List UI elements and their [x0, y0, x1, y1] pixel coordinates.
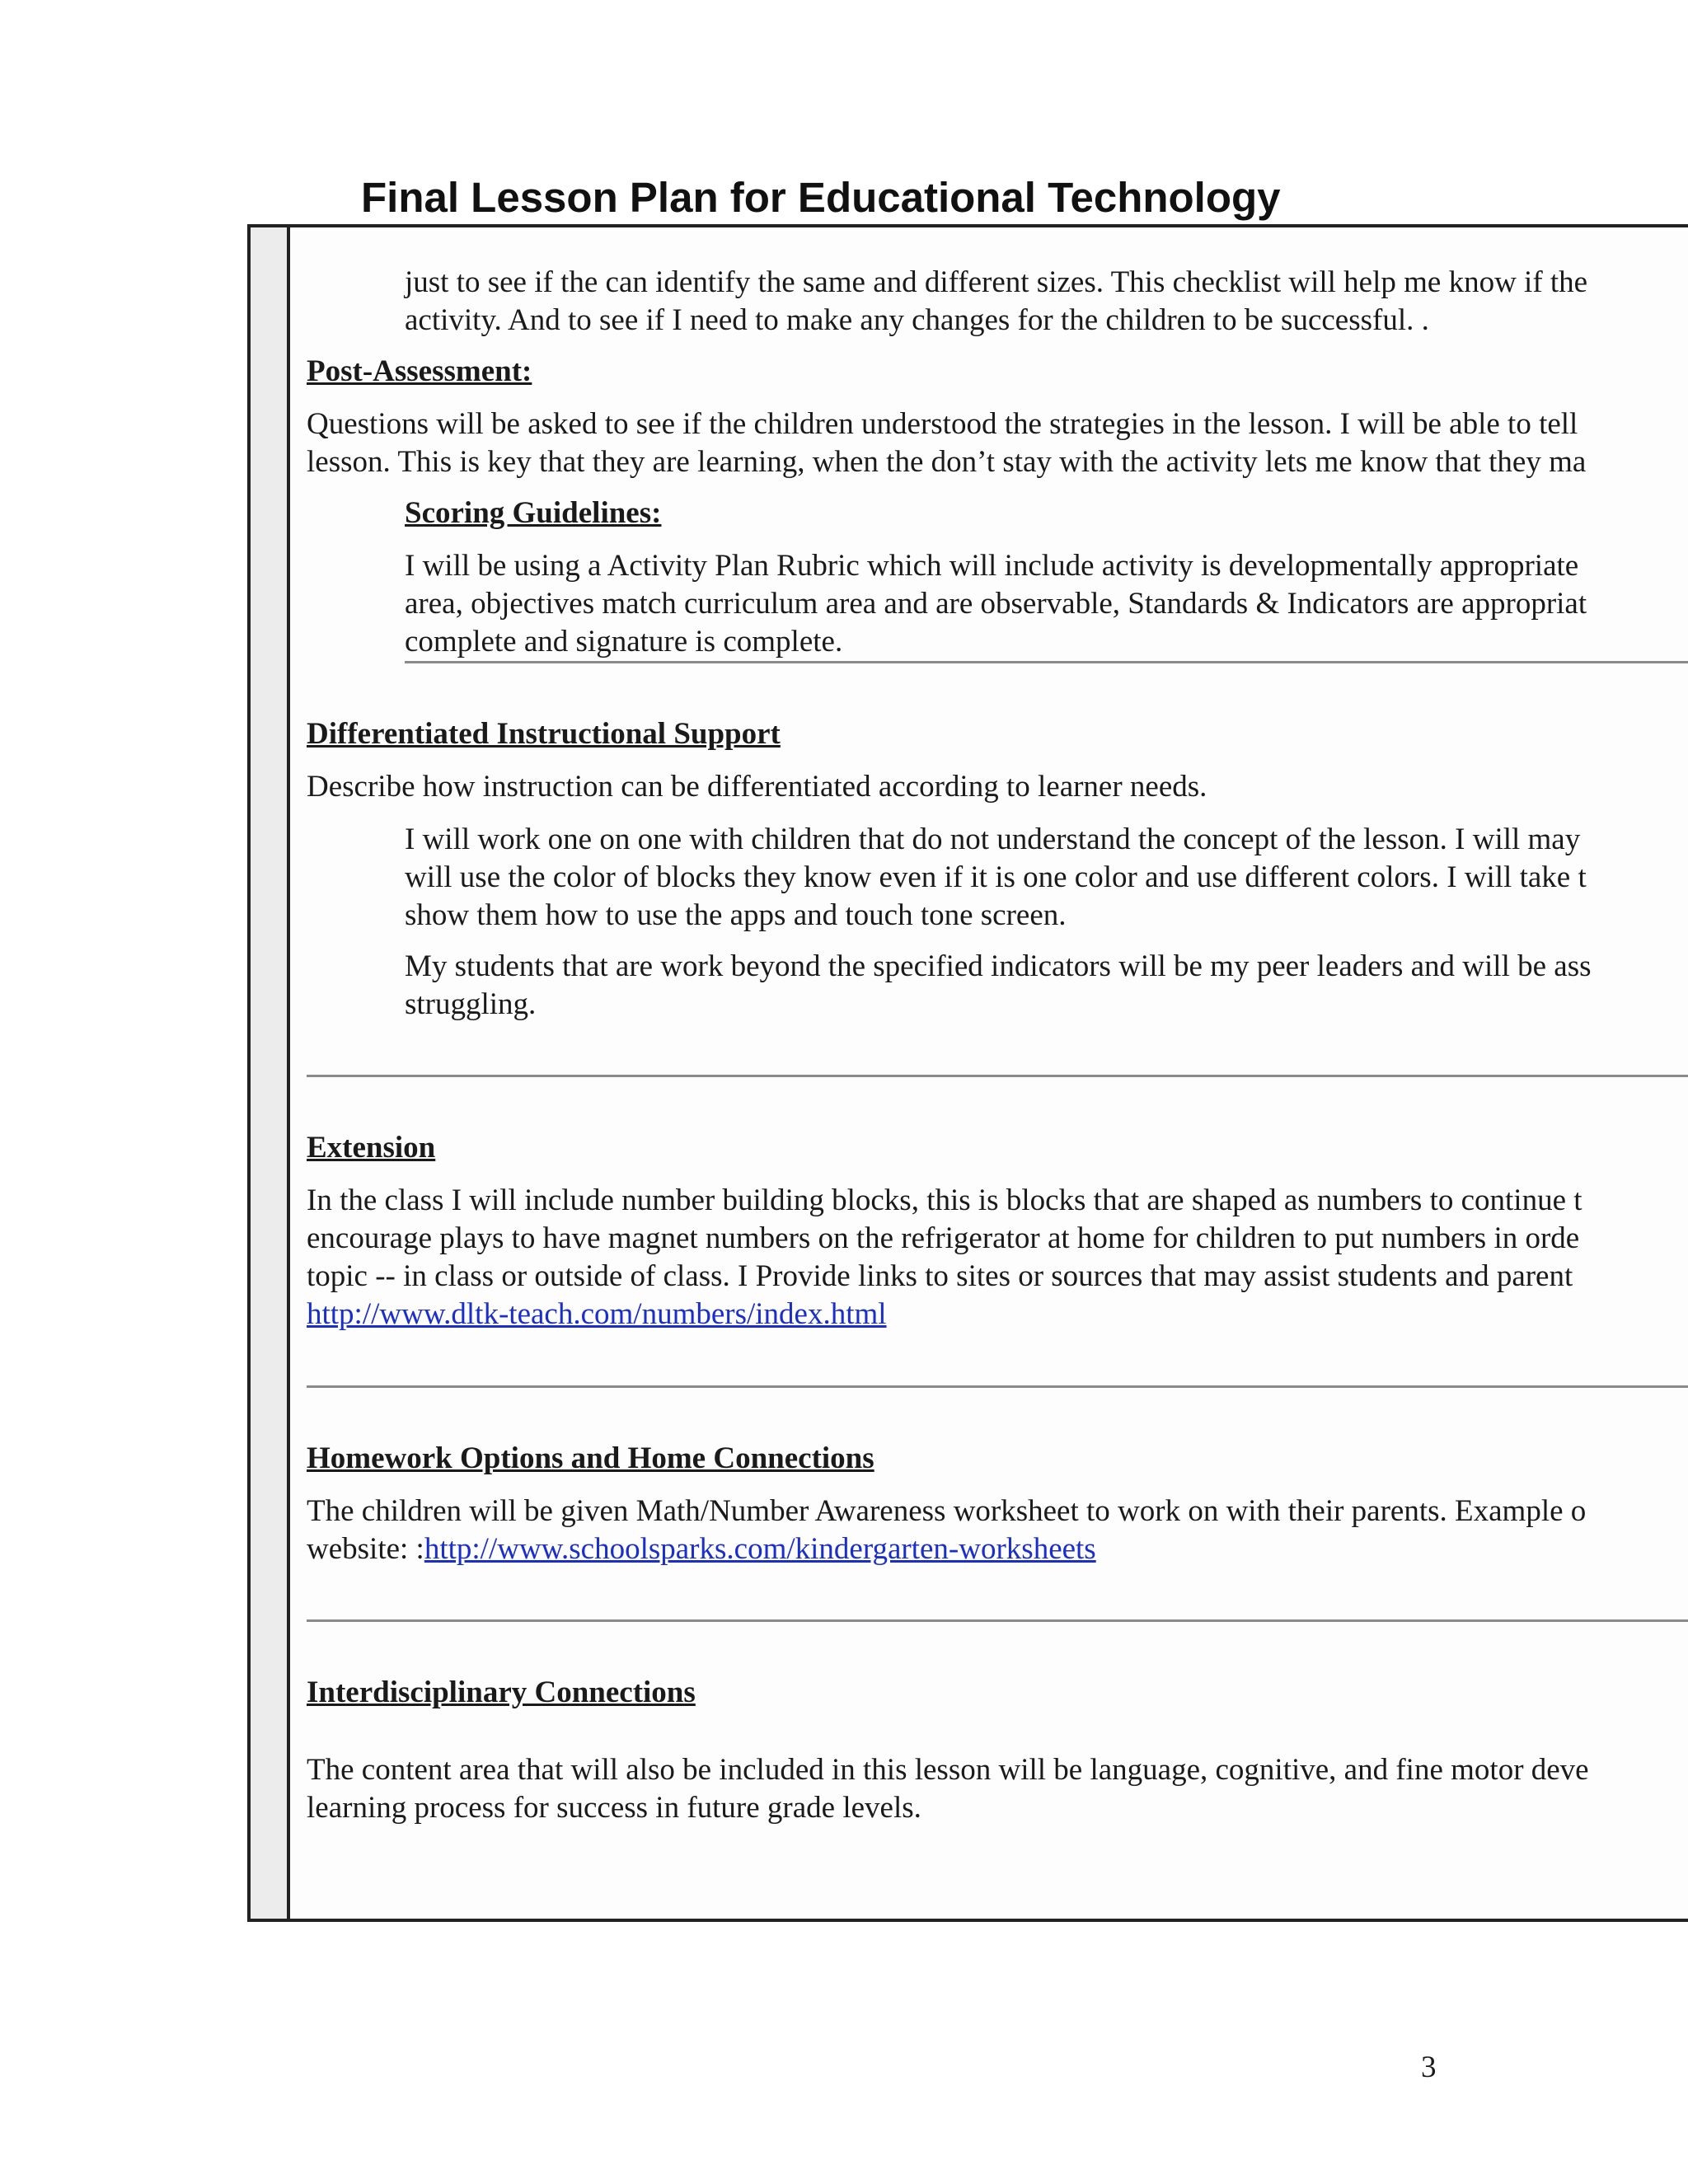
section-divider	[405, 661, 1688, 663]
differentiated-text-line: My students that are work beyond the specified indicators will be my peer leaders and will be ass	[405, 949, 1592, 983]
interdisciplinary-text-line: The content area that will also be included in this lesson will be language, cognitive, and fine motor deve	[307, 1753, 1589, 1787]
extension-text-line: topic -- in class or outside of class. I Provide links to sites or sources that may assist students and parent	[307, 1259, 1573, 1293]
interdisciplinary-heading: Interdisciplinary Connections	[307, 1675, 696, 1709]
dltk-teach-link[interactable]: http://www.dltk-teach.com/numbers/index.html	[307, 1297, 887, 1331]
homework-website-prefix: website: :	[307, 1532, 424, 1566]
scoring-guidelines-text-line: complete and signature is complete.	[405, 625, 843, 658]
interdisciplinary-text-line: learning process for success in future grade levels.	[307, 1791, 921, 1825]
extension-link-line	[307, 1296, 887, 1333]
differentiated-text-line: will use the color of blocks they know even if it is one color and use different colors. I will take t	[405, 860, 1587, 894]
extension-text-line: In the class I will include number building blocks, this is blocks that are shaped as numbers to continue t	[307, 1183, 1582, 1217]
page-title: Final Lesson Plan for Educational Technology	[361, 174, 1281, 221]
differentiated-text-line: I will work one on one with children that do not understand the concept of the lesson. I will may	[405, 823, 1581, 856]
scoring-guidelines-text-line: area, objectives match curriculum area and are observable, Standards & Indicators are appropriat	[405, 587, 1587, 621]
scoring-guidelines-heading: Scoring Guidelines:	[405, 496, 662, 530]
page-number: 3	[1421, 2050, 1437, 2084]
post-assessment-text-line: lesson. This is key that they are learning, when the don’t stay with the activity lets me know that they ma	[307, 445, 1587, 479]
section-divider	[307, 1385, 1688, 1388]
differentiated-intro-text: Describe how instruction can be differentiated according to learner needs.	[307, 770, 1207, 804]
assessment-text-line: activity. And to see if I need to make any changes for the children to be successful. .	[405, 303, 1429, 337]
section-divider	[307, 1075, 1688, 1077]
homework-link-line	[307, 1530, 1096, 1568]
scoring-guidelines-text-line: I will be using a Activity Plan Rubric which will include activity is developmentally appropriate	[405, 549, 1579, 583]
post-assessment-heading: Post-Assessment:	[307, 354, 532, 388]
differentiated-text-line: show them how to use the apps and touch tone screen.	[405, 898, 1067, 932]
differentiated-text-line: struggling.	[405, 987, 537, 1021]
extension-text-line: encourage plays to have magnet numbers on the refrigerator at home for children to put numbers in orde	[307, 1221, 1580, 1255]
assessment-text-line: just to see if the can identify the same and different sizes. This checklist will help me know if the	[405, 265, 1588, 299]
table-side-column	[251, 227, 290, 1919]
homework-text-line: The children will be given Math/Number Awareness worksheet to work on with their parents. Example o	[307, 1494, 1587, 1528]
section-divider	[307, 1619, 1688, 1622]
extension-heading: Extension	[307, 1131, 436, 1165]
post-assessment-text-line: Questions will be asked to see if the children understood the strategies in the lesson. I will be able to tell	[307, 407, 1578, 441]
homework-heading: Homework Options and Home Connections	[307, 1441, 874, 1475]
schoolsparks-link[interactable]: http://www.schoolsparks.com/kindergarten-worksheets	[424, 1532, 1096, 1566]
differentiated-support-heading: Differentiated Instructional Support	[307, 717, 781, 751]
